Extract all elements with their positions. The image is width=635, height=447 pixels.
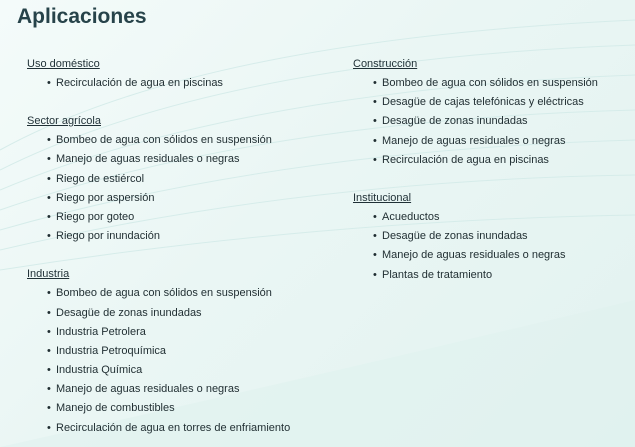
bullet-icon: •	[47, 383, 51, 396]
list-item: • Bombeo de agua con sólidos en suspensión	[353, 74, 623, 93]
bullet-icon: •	[47, 364, 51, 377]
right-column	[353, 55, 623, 285]
bullet-icon: •	[373, 77, 377, 89]
bullet-icon: •	[373, 115, 377, 128]
bullet-icon: •	[373, 153, 377, 166]
list-item: • Plantas de tratamiento	[353, 266, 623, 285]
section-industria	[27, 265, 327, 438]
bullet-icon: •	[47, 191, 51, 204]
section-title-institucional[interactable]: Institucional	[353, 191, 412, 204]
bullet-icon: •	[47, 287, 51, 300]
list-item: • Industria Petrolera	[27, 323, 327, 342]
bullet-icon: •	[47, 421, 51, 434]
list-item: • Recirculación de agua en torres de enfriamiento	[27, 419, 327, 438]
section-sector-agricola	[27, 112, 327, 246]
bullet-icon: •	[373, 210, 377, 223]
bullet-icon: •	[47, 134, 51, 147]
section-institucional	[353, 189, 623, 285]
list-item: • Desagüe de zonas inundadas	[353, 112, 623, 131]
bullet-icon: •	[47, 153, 51, 166]
bullet-icon: •	[47, 210, 51, 223]
list-item: • Riego por goteo	[27, 208, 327, 227]
list-item: • Desagüe de zonas inundadas	[353, 227, 623, 246]
section-title-sector-agricola[interactable]: Sector agrícola	[27, 115, 101, 128]
list-item: • Desagüe de zonas inundadas	[27, 304, 327, 323]
section-title-construccion[interactable]: Construcción	[353, 58, 418, 70]
list-item: • Manejo de aguas residuales o negras	[353, 132, 623, 151]
bullet-icon: •	[47, 344, 51, 357]
bullet-icon: •	[47, 306, 51, 319]
list-item: • Bombeo de agua con sólidos en suspensión	[27, 284, 327, 303]
list-item: • Desagüe de cajas telefónicas y eléctricas	[353, 93, 623, 112]
list-item: • Manejo de combustibles	[27, 399, 327, 418]
list-item: • Riego por inundación	[27, 227, 327, 246]
bullet-icon: •	[47, 402, 51, 415]
bullet-icon: •	[373, 249, 377, 262]
list-item: • Bombeo de agua con sólidos en suspensión	[27, 131, 327, 150]
list-item: • Industria Petroquímica	[27, 342, 327, 361]
list-item: • Acueductos	[353, 208, 623, 227]
bullet-icon: •	[373, 230, 377, 243]
list-item: • Manejo de aguas residuales o negras	[27, 150, 327, 169]
bullet-icon: •	[373, 134, 377, 147]
page-title: Aplicaciones	[17, 5, 147, 28]
list-item: • Manejo de aguas residuales o negras	[353, 246, 623, 265]
section-title-industria[interactable]: Industria	[27, 268, 70, 281]
list-item: • Manejo de aguas residuales o negras	[27, 380, 327, 399]
section-construccion	[353, 55, 623, 170]
list-item: • Industria Química	[27, 361, 327, 380]
list-item: • Riego de estiércol	[27, 170, 327, 189]
list-item: • Riego por aspersión	[27, 189, 327, 208]
bullet-icon: •	[47, 77, 51, 89]
section-uso-domestico	[27, 55, 327, 93]
left-column	[27, 55, 327, 438]
section-title-uso-domestico[interactable]: Uso doméstico	[27, 58, 100, 70]
list-item: • Recirculación de agua en piscinas	[27, 74, 327, 93]
bullet-icon: •	[47, 172, 51, 185]
list-item: • Recirculación de agua en piscinas	[353, 151, 623, 170]
bullet-icon: •	[373, 96, 377, 109]
bullet-icon: •	[47, 325, 51, 338]
bullet-icon: •	[47, 230, 51, 243]
bullet-icon: •	[373, 268, 377, 281]
